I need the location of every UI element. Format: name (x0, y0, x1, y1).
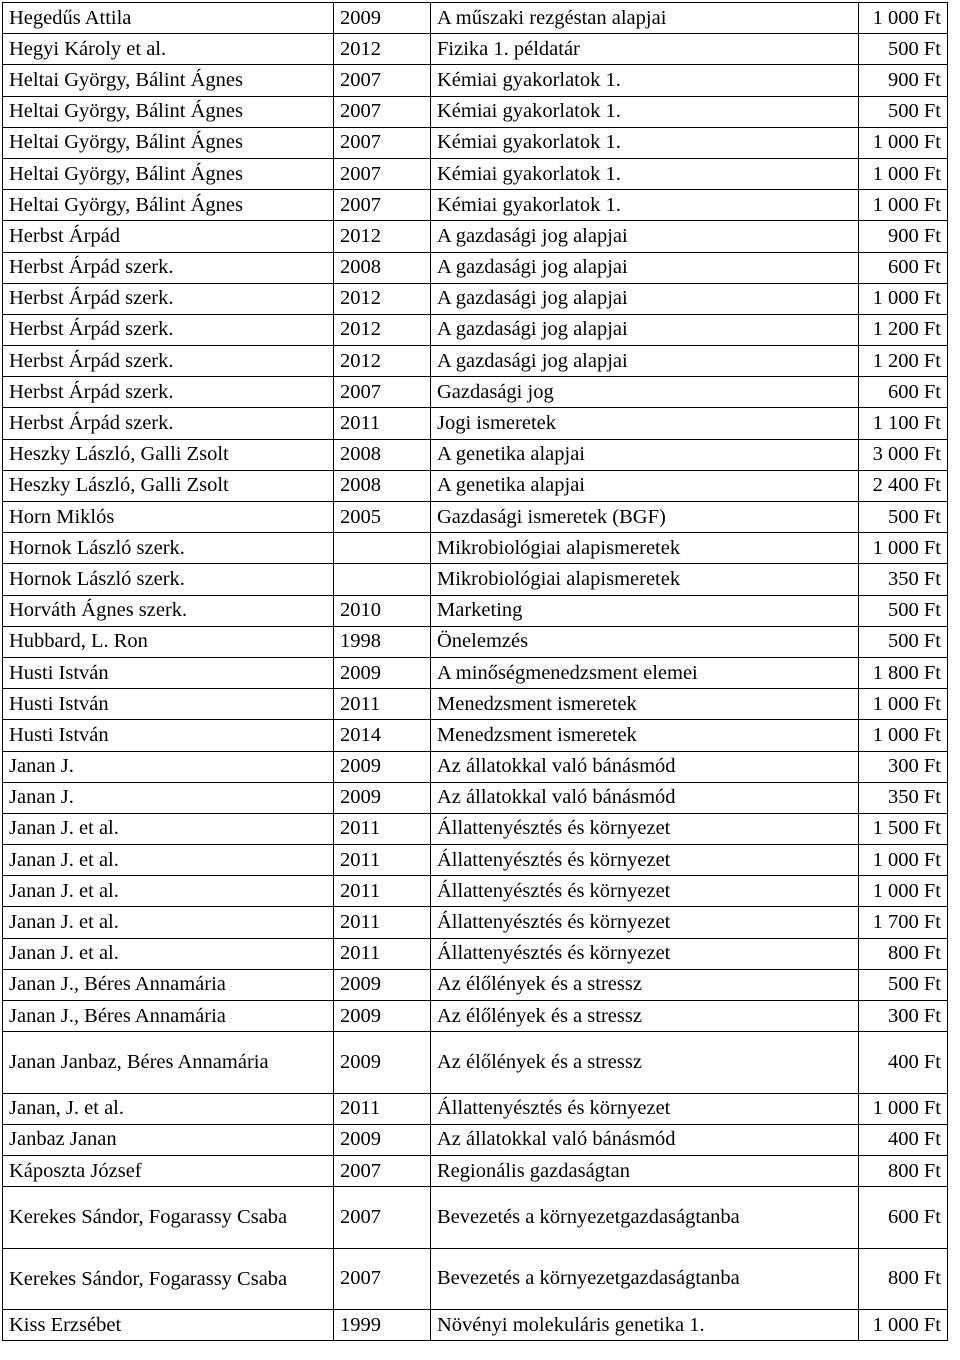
title-cell: Kémiai gyakorlatok 1. (431, 65, 859, 96)
author-cell: Heszky László, Galli Zsolt (3, 470, 334, 501)
price-cell: 600 Ft (859, 377, 948, 408)
table-row (3, 34, 948, 65)
author-cell: Káposzta József (3, 1155, 334, 1186)
author-cell: Husti István (3, 657, 334, 688)
table-row (3, 470, 948, 501)
title-cell: A műszaki rezgéstan alapjai (431, 3, 859, 34)
author-cell: Herbst Árpád (3, 221, 334, 252)
table-row (3, 502, 948, 533)
author-cell: Herbst Árpád szerk. (3, 346, 334, 377)
author-cell: Janan J., Béres Annamária (3, 1001, 334, 1032)
table-row (3, 3, 948, 34)
year-cell: 2008 (334, 470, 431, 501)
author-cell: Heszky László, Galli Zsolt (3, 439, 334, 470)
author-cell: Janan J. (3, 782, 334, 813)
table-row (3, 689, 948, 720)
author-cell: Janan J. et al. (3, 813, 334, 844)
title-cell: Az élőlények és a stressz (431, 969, 859, 1000)
title-cell: Az állatokkal való bánásmód (431, 1124, 859, 1155)
table-row (3, 595, 948, 626)
author-cell: Heltai György, Bálint Ágnes (3, 190, 334, 221)
title-cell: Az élőlények és a stressz (431, 1032, 859, 1093)
author-cell: Janan J. et al. (3, 907, 334, 938)
author-cell: Herbst Árpád szerk. (3, 377, 334, 408)
price-cell: 1 000 Ft (859, 1093, 948, 1124)
title-cell: Kémiai gyakorlatok 1. (431, 96, 859, 127)
year-cell: 2007 (334, 1187, 431, 1248)
price-cell: 500 Ft (859, 626, 948, 657)
table-body (3, 3, 948, 1341)
year-cell: 2011 (334, 907, 431, 938)
author-cell: Husti István (3, 689, 334, 720)
author-cell: Kerekes Sándor, Fogarassy Csaba (3, 1248, 334, 1309)
table-row (3, 190, 948, 221)
year-cell: 2009 (334, 782, 431, 813)
year-cell: 2011 (334, 1093, 431, 1124)
year-cell (334, 533, 431, 564)
title-cell: Menedzsment ismeretek (431, 720, 859, 751)
title-cell: Fizika 1. példatár (431, 34, 859, 65)
year-cell: 2009 (334, 1001, 431, 1032)
author-cell: Hegedűs Attila (3, 3, 334, 34)
table-row (3, 876, 948, 907)
title-cell: Állattenyésztés és környezet (431, 845, 859, 876)
price-cell: 1 500 Ft (859, 813, 948, 844)
price-cell: 800 Ft (859, 1155, 948, 1186)
table-row (3, 782, 948, 813)
price-cell: 800 Ft (859, 938, 948, 969)
author-cell: Horváth Ágnes szerk. (3, 595, 334, 626)
table-row (3, 1248, 948, 1309)
table-row (3, 1032, 948, 1093)
price-cell: 500 Ft (859, 96, 948, 127)
table-row (3, 938, 948, 969)
author-cell: Janan J. et al. (3, 845, 334, 876)
price-cell: 1 000 Ft (859, 533, 948, 564)
table-row (3, 1124, 948, 1155)
table-row (3, 845, 948, 876)
table-row (3, 907, 948, 938)
author-cell: Janan J. et al. (3, 876, 334, 907)
price-cell: 300 Ft (859, 751, 948, 782)
table-row (3, 408, 948, 439)
year-cell: 2009 (334, 1032, 431, 1093)
author-cell: Hegyi Károly et al. (3, 34, 334, 65)
price-cell: 500 Ft (859, 595, 948, 626)
year-cell: 2007 (334, 65, 431, 96)
year-cell: 2010 (334, 595, 431, 626)
year-cell: 2009 (334, 3, 431, 34)
title-cell: Az állatokkal való bánásmód (431, 751, 859, 782)
author-cell: Janan J. et al. (3, 938, 334, 969)
title-cell: A gazdasági jog alapjai (431, 346, 859, 377)
year-cell: 2011 (334, 938, 431, 969)
price-cell: 1 800 Ft (859, 657, 948, 688)
title-cell: Állattenyésztés és környezet (431, 813, 859, 844)
price-cell: 300 Ft (859, 1001, 948, 1032)
title-cell: A minőségmenedzsment elemei (431, 657, 859, 688)
table-row (3, 751, 948, 782)
title-cell: Mikrobiológiai alapismeretek (431, 564, 859, 595)
title-cell: A genetika alapjai (431, 470, 859, 501)
author-cell: Herbst Árpád szerk. (3, 252, 334, 283)
price-cell: 1 000 Ft (859, 158, 948, 189)
price-cell: 1 000 Ft (859, 689, 948, 720)
title-cell: Önelemzés (431, 626, 859, 657)
year-cell: 2011 (334, 845, 431, 876)
title-cell: Bevezetés a környezetgazdaságtanba (431, 1187, 859, 1248)
title-cell: A gazdasági jog alapjai (431, 283, 859, 314)
title-cell: Jogi ismeretek (431, 408, 859, 439)
author-cell: Kiss Erzsébet (3, 1309, 334, 1340)
year-cell: 2009 (334, 969, 431, 1000)
author-cell: Janan, J. et al. (3, 1093, 334, 1124)
table-row (3, 564, 948, 595)
title-cell: Gazdasági jog (431, 377, 859, 408)
year-cell: 2007 (334, 1155, 431, 1186)
title-cell: Az állatokkal való bánásmód (431, 782, 859, 813)
table-row (3, 720, 948, 751)
year-cell: 2011 (334, 689, 431, 720)
author-cell: Janan J. (3, 751, 334, 782)
table-row (3, 127, 948, 158)
title-cell: Bevezetés a környezetgazdaságtanba (431, 1248, 859, 1309)
price-cell: 1 100 Ft (859, 408, 948, 439)
price-cell: 600 Ft (859, 1187, 948, 1248)
price-cell: 400 Ft (859, 1032, 948, 1093)
year-cell: 2011 (334, 408, 431, 439)
year-cell: 2011 (334, 876, 431, 907)
year-cell: 2012 (334, 346, 431, 377)
title-cell: A gazdasági jog alapjai (431, 221, 859, 252)
table-row (3, 346, 948, 377)
price-cell: 3 000 Ft (859, 439, 948, 470)
title-cell: A gazdasági jog alapjai (431, 314, 859, 345)
price-cell: 1 000 Ft (859, 127, 948, 158)
year-cell: 1999 (334, 1309, 431, 1340)
table-row (3, 1187, 948, 1248)
price-cell: 1 200 Ft (859, 346, 948, 377)
year-cell: 2007 (334, 96, 431, 127)
year-cell: 2014 (334, 720, 431, 751)
year-cell: 2008 (334, 439, 431, 470)
table-row (3, 1093, 948, 1124)
year-cell: 2011 (334, 813, 431, 844)
price-cell: 1 000 Ft (859, 3, 948, 34)
author-cell: Herbst Árpád szerk. (3, 408, 334, 439)
author-cell: Janan J., Béres Annamária (3, 969, 334, 1000)
author-cell: Janan Janbaz, Béres Annamária (3, 1032, 334, 1093)
price-cell: 1 000 Ft (859, 720, 948, 751)
price-cell: 900 Ft (859, 221, 948, 252)
title-cell: Állattenyésztés és környezet (431, 938, 859, 969)
title-cell: Állattenyésztés és környezet (431, 907, 859, 938)
price-cell: 350 Ft (859, 782, 948, 813)
table-row (3, 969, 948, 1000)
book-price-table (2, 2, 948, 1341)
author-cell: Heltai György, Bálint Ágnes (3, 65, 334, 96)
year-cell: 2012 (334, 34, 431, 65)
year-cell: 2007 (334, 190, 431, 221)
price-cell: 1 000 Ft (859, 845, 948, 876)
title-cell: A gazdasági jog alapjai (431, 252, 859, 283)
year-cell: 2007 (334, 127, 431, 158)
table-row (3, 221, 948, 252)
title-cell: Mikrobiológiai alapismeretek (431, 533, 859, 564)
table-row (3, 158, 948, 189)
year-cell: 2012 (334, 283, 431, 314)
title-cell: Marketing (431, 595, 859, 626)
price-cell: 1 000 Ft (859, 190, 948, 221)
title-cell: Regionális gazdaságtan (431, 1155, 859, 1186)
title-cell: Kémiai gyakorlatok 1. (431, 190, 859, 221)
table-row (3, 533, 948, 564)
table-row (3, 1001, 948, 1032)
price-cell: 400 Ft (859, 1124, 948, 1155)
title-cell: Növényi molekuláris genetika 1. (431, 1309, 859, 1340)
table-row (3, 96, 948, 127)
table-row (3, 283, 948, 314)
price-cell: 900 Ft (859, 65, 948, 96)
price-cell: 800 Ft (859, 1248, 948, 1309)
price-cell: 350 Ft (859, 564, 948, 595)
price-cell: 1 700 Ft (859, 907, 948, 938)
author-cell: Heltai György, Bálint Ágnes (3, 127, 334, 158)
year-cell: 1998 (334, 626, 431, 657)
price-cell: 1 000 Ft (859, 283, 948, 314)
title-cell: Menedzsment ismeretek (431, 689, 859, 720)
author-cell: Kerekes Sándor, Fogarassy Csaba (3, 1187, 334, 1248)
table-row (3, 377, 948, 408)
table-row (3, 657, 948, 688)
year-cell: 2009 (334, 751, 431, 782)
table-row (3, 439, 948, 470)
title-cell: Az élőlények és a stressz (431, 1001, 859, 1032)
year-cell: 2009 (334, 1124, 431, 1155)
year-cell: 2007 (334, 377, 431, 408)
year-cell: 2009 (334, 657, 431, 688)
price-cell: 1 000 Ft (859, 876, 948, 907)
price-cell: 1 000 Ft (859, 1309, 948, 1340)
table-row (3, 65, 948, 96)
year-cell: 2005 (334, 502, 431, 533)
title-cell: Gazdasági ismeretek (BGF) (431, 502, 859, 533)
table-row (3, 813, 948, 844)
table-row (3, 1309, 948, 1340)
year-cell: 2012 (334, 221, 431, 252)
table-row (3, 626, 948, 657)
title-cell: Állattenyésztés és környezet (431, 876, 859, 907)
author-cell: Hornok László szerk. (3, 533, 334, 564)
author-cell: Herbst Árpád szerk. (3, 283, 334, 314)
author-cell: Horn Miklós (3, 502, 334, 533)
price-cell: 1 200 Ft (859, 314, 948, 345)
year-cell (334, 564, 431, 595)
title-cell: Állattenyésztés és környezet (431, 1093, 859, 1124)
table-row (3, 252, 948, 283)
title-cell: Kémiai gyakorlatok 1. (431, 127, 859, 158)
table-row (3, 314, 948, 345)
price-cell: 500 Ft (859, 34, 948, 65)
year-cell: 2008 (334, 252, 431, 283)
author-cell: Heltai György, Bálint Ágnes (3, 96, 334, 127)
table-row (3, 1155, 948, 1186)
title-cell: A genetika alapjai (431, 439, 859, 470)
year-cell: 2007 (334, 158, 431, 189)
price-cell: 500 Ft (859, 969, 948, 1000)
author-cell: Hubbard, L. Ron (3, 626, 334, 657)
author-cell: Husti István (3, 720, 334, 751)
author-cell: Janbaz Janan (3, 1124, 334, 1155)
price-cell: 600 Ft (859, 252, 948, 283)
price-cell: 500 Ft (859, 502, 948, 533)
author-cell: Hornok László szerk. (3, 564, 334, 595)
author-cell: Herbst Árpád szerk. (3, 314, 334, 345)
year-cell: 2007 (334, 1248, 431, 1309)
title-cell: Kémiai gyakorlatok 1. (431, 158, 859, 189)
author-cell: Heltai György, Bálint Ágnes (3, 158, 334, 189)
price-cell: 2 400 Ft (859, 470, 948, 501)
year-cell: 2012 (334, 314, 431, 345)
